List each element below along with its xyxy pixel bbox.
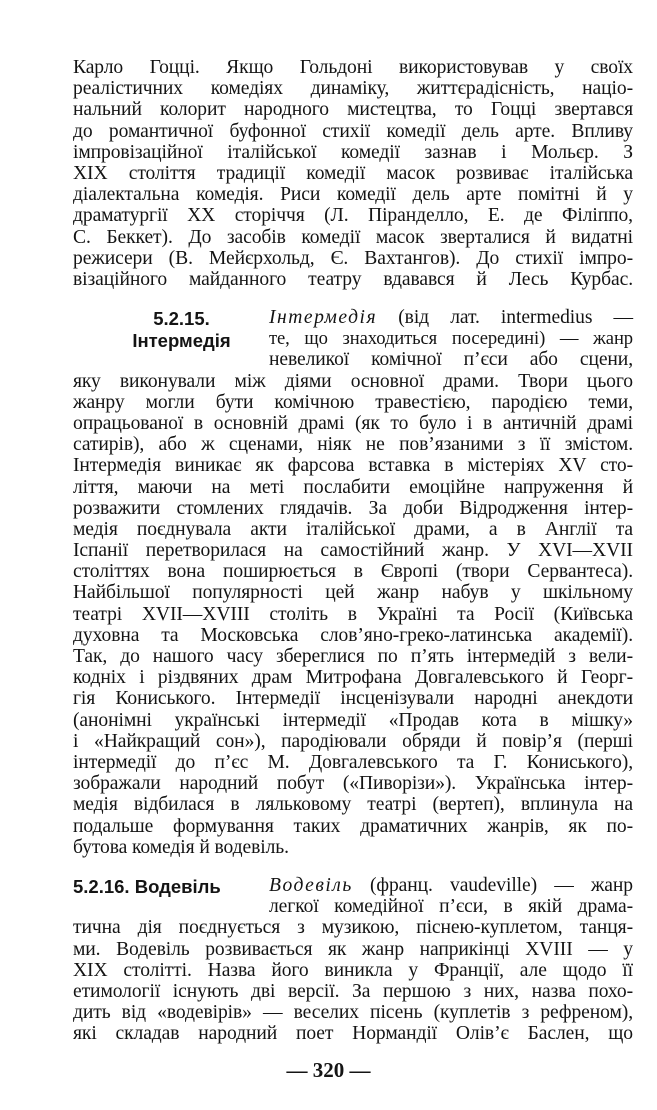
text-line: медія відбилася в ляльковому театрі (вертеп), вплинула на xyxy=(73,794,633,816)
text-line: легкої комедійної п’єси, в якій драма- xyxy=(269,896,633,918)
text-line: Найбільшої популярності цей жанр набув у шкільному xyxy=(73,582,633,604)
text-line: століттях вона поширюється в Європі (твори Сервантеса). xyxy=(73,561,633,583)
text-line: духовна та Московська слов’яно-греко-латинська академії). xyxy=(73,624,633,646)
text-line: діалектальна комедія. Риси комедії дель арте помітні й у xyxy=(73,184,633,206)
text-line: етимології існують дві версії. За першою з них, назва похо- xyxy=(73,980,633,1002)
text-line: XIX столітті. Назва його виникла у Франції, але щодо її xyxy=(73,959,633,981)
text-line: ми. Водевіль розвивається як жанр наприкінці XVIII — у xyxy=(73,938,633,960)
text-line: (анонімні українські інтермедії «Продав кота в мішку» xyxy=(73,709,633,731)
text-line: нальний колорит народного мистецтва, то Гоцці звертався xyxy=(73,99,633,121)
text-line: імпровізаційної італійської комедії зазнав і Мольєр. З xyxy=(73,141,633,163)
text-line: жанру могли бути комічною травестією, пародією теми, xyxy=(73,391,633,413)
text-line: сатирів), або ж сценами, ніяк не пов’язаними з її змістом. xyxy=(73,434,633,456)
term-italic: Інтермедія xyxy=(269,307,378,328)
text-line: Так, до нашого часу збереглися по п’ять інтермедій з вели- xyxy=(73,646,633,667)
text-line: С. Беккет). До засобів комедії масок зверталися й видатні xyxy=(73,226,633,248)
text-line xyxy=(73,875,633,896)
text-line: зображали народний побут («Пиворізи»). Українська інтер- xyxy=(73,773,633,795)
text-line: невеликої комічної п’єси або сцени, xyxy=(269,349,633,371)
text-line: дить від «водевірів» — веселих пісень (куплетів з рефреном), xyxy=(73,1002,633,1024)
section-title: Інтермедія xyxy=(132,330,231,351)
text-fragment: (від лат. intermedius — xyxy=(377,307,633,328)
text-line: XIX століття традиції комедії масок розвиває італійська xyxy=(73,162,633,184)
text-line: інтермедії до п’єс М. Довгалевського та Г. Кониського), xyxy=(73,751,633,773)
text-line: ліття, маючи на меті послабити емоційне напруження й xyxy=(73,476,633,498)
text-line: візаційного майданного театру вдавався й Лесь Курбас. xyxy=(73,268,633,290)
text-line: бутова комедія й водевіль. xyxy=(73,836,289,858)
text-line: опрацьованої в основній драмі (як то було і в античній драмі xyxy=(73,412,633,434)
text-line: Карло Гоцці. Якщо Гольдоні використовував у своїх xyxy=(73,57,633,78)
text-line: розважити стомлених глядачів. За доби Відродження інтер- xyxy=(73,497,633,519)
text-line: подальше формування таких драматичних жанрів, як по- xyxy=(73,815,633,837)
paragraph-commedia-dellarte xyxy=(73,57,633,290)
section-heading-vaudeville: 5.2.16. Водевіль xyxy=(73,876,221,897)
text-line: театрі XVII—XVIII століть в Україні та Росії (Київська xyxy=(73,603,633,625)
text-line: Іспанії перетворилася на самостійний жанр. У XVI—XVII xyxy=(73,540,633,562)
text-line: і «Найкращий сон»), пародіювали обряди й повір’я (перші xyxy=(73,730,633,752)
text-line: режисери (В. Мейєрхольд, Є. Вахтангов). До стихії імпро- xyxy=(73,247,633,269)
section-intermedia-body xyxy=(73,307,633,858)
text-line xyxy=(73,307,633,328)
text-line: яку виконували між діями основної драми. Твори цього xyxy=(73,370,633,392)
text-line: кодніх і різдвяних драм Митрофана Довгалевського й Георг- xyxy=(73,667,633,689)
section-number: 5.2.15. xyxy=(153,308,210,329)
page-number: — 320 — xyxy=(286,1058,371,1082)
text-line: Інтермедія виникає як фарсова вставка в містеріях XV сто- xyxy=(73,455,633,477)
text-line: які складав народний поет Нормандії Олів’є Баслен, що xyxy=(73,1023,633,1045)
text-line: те, що знаходиться посередині) — жанр xyxy=(269,328,633,350)
text-line: до романтичної буфонної стихії комедії дель арте. Впливу xyxy=(73,120,633,142)
text-line: медія поєднувала акти італійської драми, а в Англії та xyxy=(73,518,633,540)
text-line: драматургії XX сторіччя (Л. Піранделло, Е. де Філіппо, xyxy=(73,205,633,227)
text-line: тична дія поєднується з музикою, піснею-куплетом, танця- xyxy=(73,917,633,939)
text-line: реалістичних комедіях динаміку, життєрадісність, націо- xyxy=(73,78,633,100)
term-italic: Водевіль xyxy=(269,875,353,896)
text-line: гія Кониського. Інтермедії інсценізували народні анекдоти xyxy=(73,688,633,710)
text-fragment: (франц. vaudeville) — жанр xyxy=(352,875,633,896)
section-vaudeville-body xyxy=(73,875,633,1045)
